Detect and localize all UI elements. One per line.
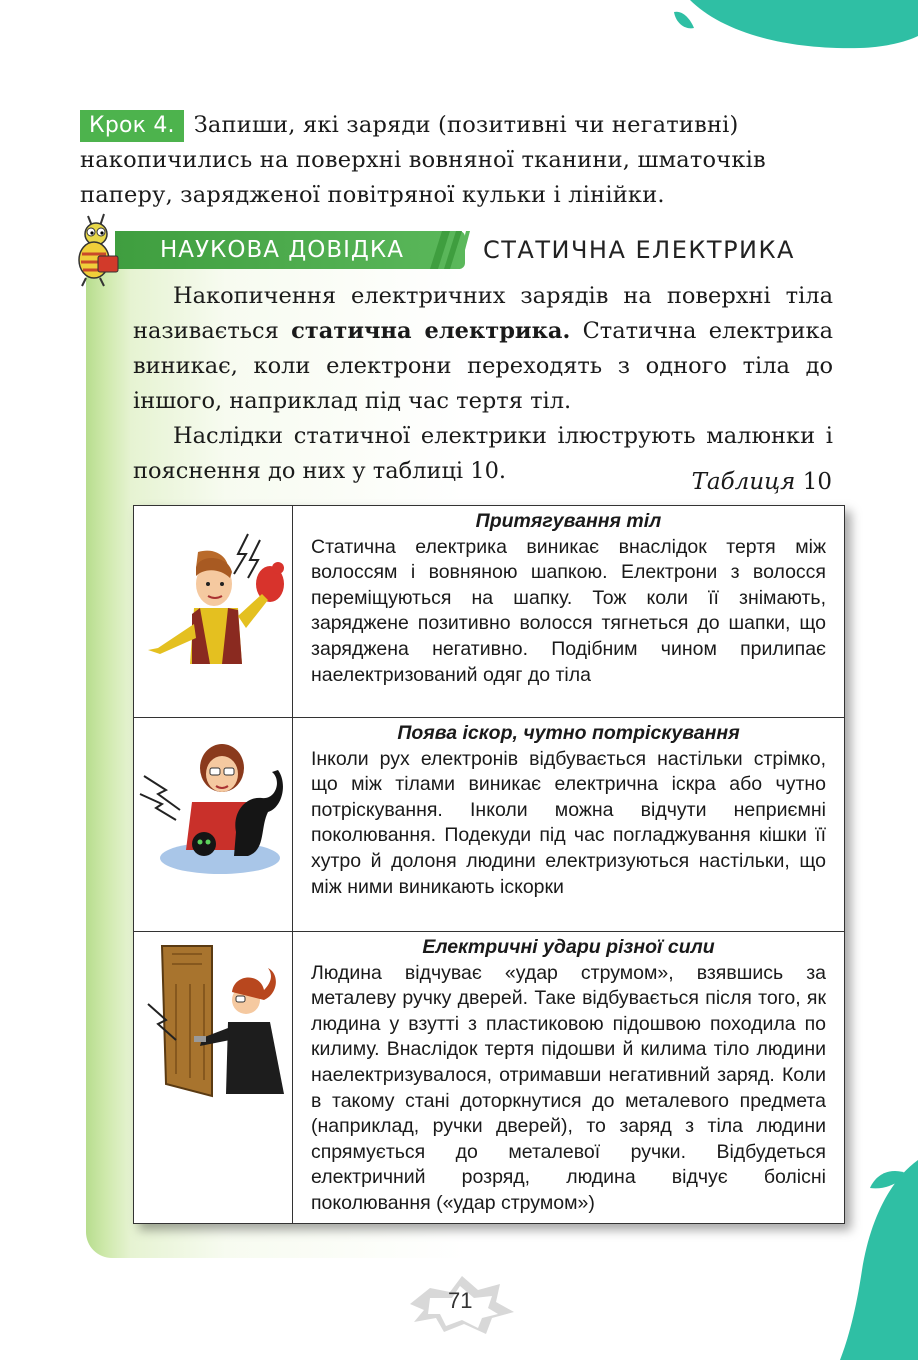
table-row bbox=[134, 506, 845, 718]
term-static-electricity: статична електрика. bbox=[291, 318, 571, 344]
static-electricity-table bbox=[133, 505, 845, 1224]
illustration-cell bbox=[134, 932, 293, 1224]
reference-topic: СТАТИЧНА ЕЛЕКТРИКА bbox=[483, 236, 795, 264]
reference-label: НАУКОВА ДОВІДКА bbox=[160, 237, 404, 263]
table-caption-number: 10 bbox=[802, 469, 832, 495]
boy-hat-illustration-icon bbox=[138, 524, 288, 684]
step-instruction bbox=[80, 108, 850, 213]
step-text: Запиши, які заряди (позитивні чи негативні) накопичились на поверхні вовняної тканини, шматочків паперу, зарядженої повітряної кульки і лінійки. bbox=[80, 112, 766, 208]
girl-cat-illustration-icon bbox=[136, 732, 288, 882]
page-number: 71 bbox=[448, 1288, 473, 1313]
row-title: Електричні удари різної сили bbox=[422, 936, 715, 958]
row-description: Інколи рух електронів відбувається настільки стрімко, що між тілами виникає електрична іскра або чутно потріскування. Інколи можна відчути неприємні поколювання. Подекуди під час погладжування кішки її хутро й долоня людини електризуються настільки, що між ними виникають іскорки bbox=[311, 747, 826, 898]
row-title: Поява іскор, чутно потріскування bbox=[397, 722, 740, 744]
description-cell bbox=[293, 506, 845, 718]
table-caption-word: Таблиця bbox=[691, 469, 796, 495]
reference-paragraph-2: Наслідки статичної електрики ілюструють малюнки і пояснення до них у таблиці 10. bbox=[133, 423, 833, 484]
corner-decoration-top bbox=[660, 0, 918, 60]
woman-door-illustration-icon bbox=[136, 944, 288, 1104]
p1-end: Статична електрика виникає, коли електрони переходять з одного тіла до іншого, наприклад під час тертя тіл. bbox=[133, 318, 833, 414]
slash-decoration-icon bbox=[428, 229, 472, 271]
table-row bbox=[134, 932, 845, 1224]
row-title: Притягування тіл bbox=[475, 510, 662, 532]
table-caption bbox=[692, 464, 832, 500]
step-badge: Крок 4. bbox=[80, 110, 184, 142]
reference-paragraph-1 bbox=[133, 279, 833, 419]
illustration-cell bbox=[134, 506, 293, 718]
illustration-cell bbox=[134, 718, 293, 932]
description-cell bbox=[293, 718, 845, 932]
row-description: Людина відчуває «удар струмом», взявшись за металеву ручку дверей. Таке відбувається після того, як людина у взутті з пластиковою підошвою походила по килиму. Внаслідок тертя підошви й килима тіло людини наелектризувалося, отримавши негативний заряд. Коли в такому стані доторкнутися до металевого предмета (наприклад, ручки дверей), то заряд з тіла людини спрямується до металевої ручки. Відбудеться електричний розряд, людина відчує болісні поколювання («удар струмом») bbox=[311, 961, 826, 1214]
table-row bbox=[134, 718, 845, 932]
p1-start: Накопичення електричних зарядів на поверхні тіла називається bbox=[133, 283, 833, 344]
row-description: Статична електрика виникає внаслідок тертя між волоссям і вовняною шапкою. Електрони з волосся переміщуються на шапку. Тож коли її знімають, заряджене позитивно волосся тягнеться до шапки, що заряджена негативно. Подібним чином прилипає наелектризований одяг до тіла bbox=[311, 535, 826, 686]
reference-body bbox=[133, 279, 833, 489]
bug-mascot-icon bbox=[70, 212, 126, 288]
description-cell bbox=[293, 932, 845, 1224]
